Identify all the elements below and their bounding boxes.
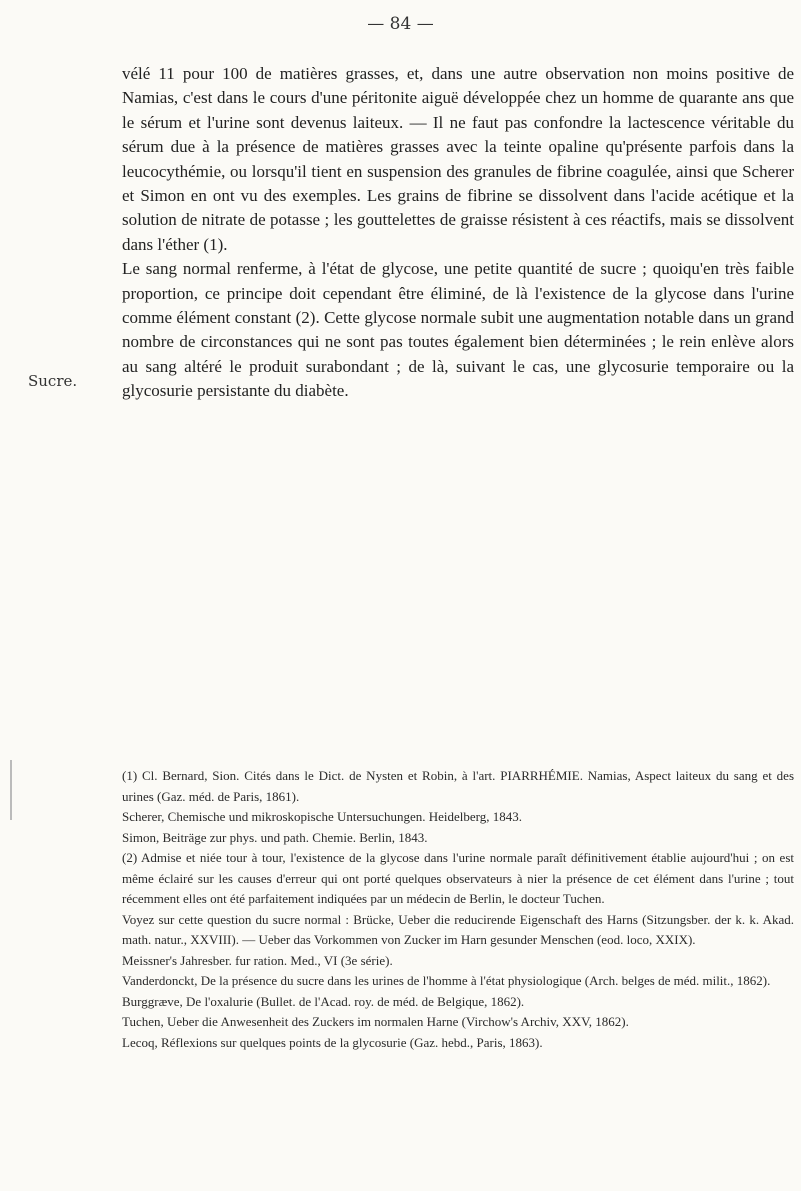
footnote-2: (2) Admise et niée tour à tour, l'existence de la glycose dans l'urine normale paraît définitivement établie aujourd'hui ; on est même éclairé sur les causes d'erreur qui ont porté quelques observateurs à nier la présence de cet élément dans l'urine ; tout récemment elles ont été parfaitement indiquées par un médecin de Berlin, le docteur Tuchen.	[122, 850, 794, 906]
footnote-tuchen: Tuchen, Ueber die Anwesenheit des Zuckers im normalen Harne (Virchow's Archiv, XXV, 1862).	[122, 1014, 629, 1029]
footnote-scherer: Scherer, Chemische und mikroskopische Untersuchungen. Heidelberg, 1843.	[122, 809, 522, 824]
margin-bar	[10, 760, 12, 820]
footnote-1: (1) Cl. Bernard, Sion. Cités dans le Dict. de Nysten et Robin, à l'art. PIARRHÉMIE. Namias, Aspect laiteux du sang et des urines (Gaz. méd. de Paris, 1861).	[122, 768, 794, 804]
footnote-vanderdonckt: Vanderdonckt, De la présence du sucre dans les urines de l'homme à l'état physiologique (Arch. belges de méd. milit., 1862).	[122, 973, 771, 988]
footnote-burggraeve: Burggræve, De l'oxalurie (Bullet. de l'Acad. roy. de méd. de Belgique, 1862).	[122, 993, 525, 1009]
page-number: — 84 —	[367, 14, 434, 34]
sidenote-sucre: Sucre.	[28, 372, 78, 390]
footnote-brucke: Voyez sur cette question du sucre normal : Brücke, Ueber die reducirende Eigenschaft des Harns (Sitzungsber. der k. k. Akad. math. natur., XXVIII). — Ueber das Vorkommen von Zucker im Harn gesunder Menschen (eod. loco, XXIX).	[122, 911, 794, 947]
footnote-lecoq: Lecoq, Réflexions sur quelques points de la glycosurie (Gaz. hebd., Paris, 1863).	[122, 1034, 543, 1050]
footnote-simon: Simon, Beiträge zur phys. und path. Chemie. Berlin, 1843.	[122, 829, 428, 845]
footnotes	[122, 766, 794, 1053]
main-text: vélé 11 pour 100 de matières grasses, et, dans une autre observation non moins positive de Namias, c'est dans le cours d'une péritonite aiguë développée chez un homme de quarante ans que le sérum et l'urine sont devenus laiteux. — Il ne faut pas confondre la lactescence véritable du sérum due à la présence de matières grasses avec la teinte opaline qu'présente parfois dans la leucocythémie, ou lorsqu'il tient en suspension des granules de fibrine coagulée, ainsi que Scherer et Simon en ont vu des exemples. Les grains de fibrine se dissolvent dans l'acide acétique et la solution de nitrate de potasse ; les gouttelettes de graisse résistent à ces réactifs, mais se dissolvent dans l'éther (1). Le sang normal renferme, à l'état de glycose, une petite quantité de sucre ; quoiqu'en très faible proportion, ce principe doit cependant être éliminé, de là l'existence de la glycose dans l'urine comme élément constant (2). Cette glycose normale subit une augmentation notable dans un grand nombre de circonstances qui ne sont pas toutes également bien déterminées ; le rein enlève alors au sang altéré le produit surabondant ; de là, suivant le cas, une glycosurie temporaire ou la glycosurie persistante du diabète.	[122, 64, 794, 401]
footnote-meissner: Meissner's Jahresber. fur ration. Med., VI (3e série).	[122, 952, 393, 968]
